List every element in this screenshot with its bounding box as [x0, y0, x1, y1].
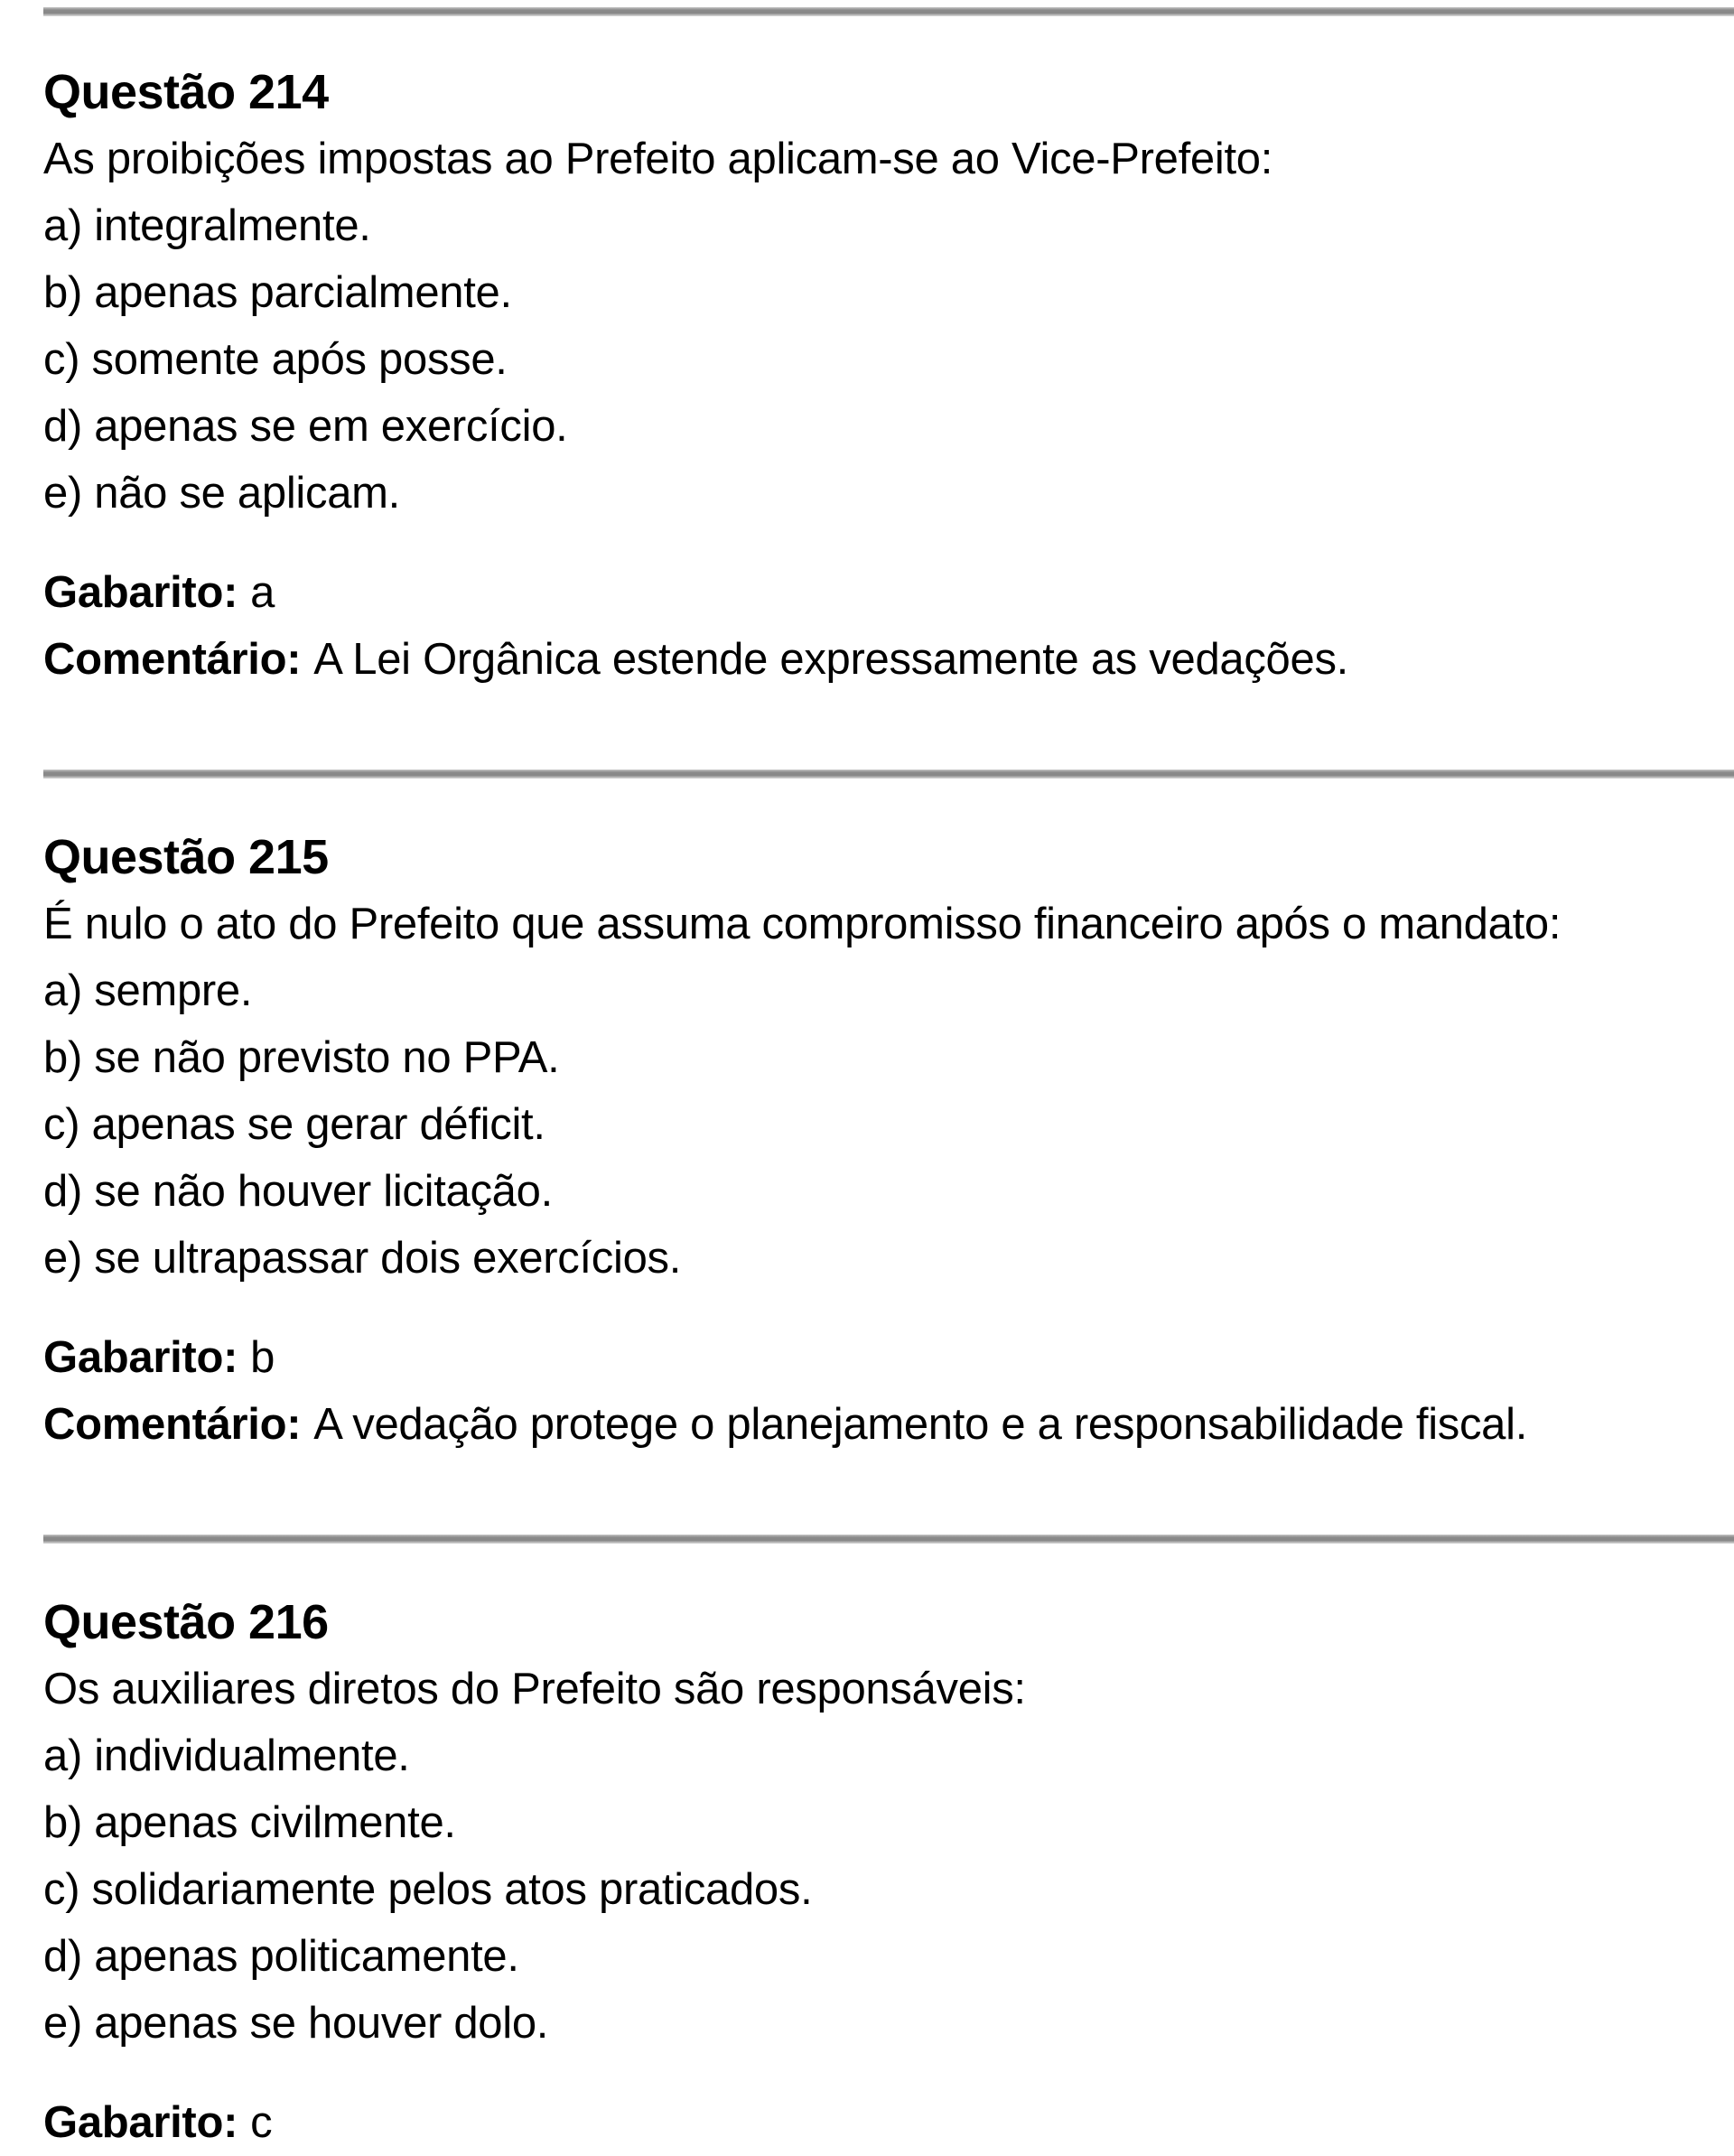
comment-line — [43, 626, 1734, 693]
top-horizontal-rule — [43, 7, 1734, 16]
option-e: e) apenas se houver dolo. — [43, 1999, 549, 2048]
document-page — [0, 7, 1734, 2156]
answer-line — [43, 1324, 1734, 1391]
answer-label: Gabarito: — [43, 568, 238, 617]
question-block-214 — [43, 59, 1734, 693]
option-a: a) sempre. — [43, 966, 253, 1015]
option-a: a) integralmente. — [43, 201, 371, 250]
question-heading: Questão 215 — [43, 830, 329, 884]
option-e: e) não se aplicam. — [43, 469, 400, 518]
comment-text: A vedação protege o planejamento e a responsabilidade fiscal. — [313, 1400, 1528, 1449]
question-text: Os auxiliares diretos do Prefeito são responsáveis: — [43, 1665, 1026, 1713]
section-divider — [43, 1535, 1734, 1544]
answer-label: Gabarito: — [43, 2098, 238, 2147]
answer-value: a — [250, 568, 275, 617]
option-b: b) apenas parcialmente. — [43, 268, 512, 317]
answer-value: b — [250, 1333, 275, 1382]
question-text: As proibições impostas ao Prefeito aplicam-se ao Vice-Prefeito: — [43, 135, 1273, 183]
option-b: b) se não previsto no PPA. — [43, 1033, 560, 1082]
question-heading: Questão 216 — [43, 1595, 329, 1649]
question-block-215 — [43, 824, 1734, 1458]
section-divider — [43, 770, 1734, 779]
answer-line — [43, 2089, 1734, 2156]
comment-line — [43, 1391, 1734, 1458]
option-d: d) apenas se em exercício. — [43, 402, 568, 451]
option-c: c) solidariamente pelos atos praticados. — [43, 1865, 813, 1914]
option-c: c) somente após posse. — [43, 335, 508, 384]
option-b: b) apenas civilmente. — [43, 1798, 456, 1847]
option-c: c) apenas se gerar déficit. — [43, 1100, 545, 1149]
answer-line — [43, 559, 1734, 626]
answer-value: c — [250, 2098, 273, 2147]
option-d: d) apenas politicamente. — [43, 1932, 519, 1981]
comment-text: A Lei Orgânica estende expressamente as vedações. — [313, 635, 1348, 684]
question-heading: Questão 214 — [43, 65, 329, 119]
question-text: É nulo o ato do Prefeito que assuma compromisso financeiro após o mandato: — [43, 900, 1562, 948]
question-block-216 — [43, 1589, 1734, 2156]
option-a: a) individualmente. — [43, 1731, 410, 1780]
option-e: e) se ultrapassar dois exercícios. — [43, 1234, 682, 1283]
comment-label: Comentário: — [43, 1400, 302, 1449]
answer-label: Gabarito: — [43, 1333, 238, 1382]
option-d: d) se não houver licitação. — [43, 1167, 553, 1216]
comment-label: Comentário: — [43, 635, 302, 684]
